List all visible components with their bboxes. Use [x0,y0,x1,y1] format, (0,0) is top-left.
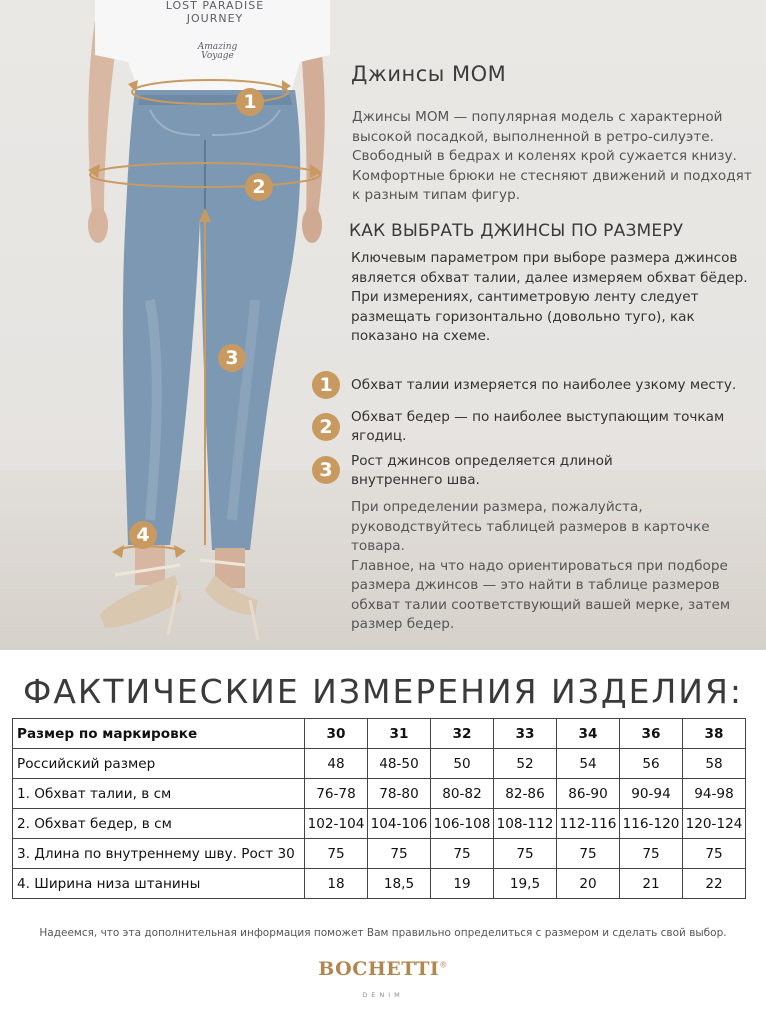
table-cell: 52 [494,749,557,779]
table-cell: 108-112 [494,809,557,839]
table-cell: 75 [494,839,557,869]
table-cell: 54 [557,749,620,779]
table-cell: 104-106 [368,809,431,839]
row-label: 4. Ширина низа штанины [13,869,305,899]
table-cell: 19 [431,869,494,899]
table-cell: 75 [620,839,683,869]
table-row [13,779,746,809]
table-header-cell: 31 [368,719,431,749]
tshirt-print-script: Amazing Voyage [197,42,238,61]
table-cell: 80-82 [431,779,494,809]
table-header-cell: 36 [620,719,683,749]
table-cell: 50 [431,749,494,779]
footer-note: Надеемся, что эта дополнительная информация поможет Вам правильно определиться с размером и сделать свой выбор. [39,927,727,939]
row-label: Российский размер [13,749,305,779]
table-cell: 75 [305,839,368,869]
marker-inseam: 3 [218,344,246,372]
table-header-row [13,719,746,749]
tshirt-print-line2: JOURNEY [186,12,244,25]
row-label: 3. Длина по внутреннему шву. Рост 30 [13,839,305,869]
table-cell: 90-94 [620,779,683,809]
table-cell: 120-124 [683,809,746,839]
guide-intro [351,249,751,347]
table-cell: 56 [620,749,683,779]
table-cell: 58 [683,749,746,779]
table-header-cell: 33 [494,719,557,749]
brand-name: BOCHETTI [318,958,440,980]
table-cell: 20 [557,869,620,899]
table-cell: 75 [431,839,494,869]
measurements-heading: ФАКТИЧЕСКИЕ ИЗМЕРЕНИЯ ИЗДЕЛИЯ: [22,672,744,711]
step-2-badge: 2 [312,413,340,441]
table-cell: 21 [620,869,683,899]
brand-logo [0,958,766,980]
guide-note-1: При определении размера, пожалуйста, руководствуйтесь таблицей размеров в карточке товара. [351,499,710,554]
marker-hips: 2 [245,173,273,201]
table-cell: 86-90 [557,779,620,809]
table-cell: 82-86 [494,779,557,809]
table-cell: 106-108 [431,809,494,839]
table-cell: 18,5 [368,869,431,899]
table-cell: 102-104 [305,809,368,839]
marker-hem: 4 [129,521,157,549]
size-table [12,718,746,899]
table-row [13,749,746,779]
step-1-text: Обхват талии измеряется по наиболее узкому месту. [351,377,737,393]
step-2-text: Обхват бедер — по наиболее выступающим точкам ягодиц. [351,409,725,444]
row-label: 1. Обхват талии, в см [13,779,305,809]
table-header-label: Размер по маркировке [13,719,305,749]
table-header-cell: 38 [683,719,746,749]
table-cell: 78-80 [368,779,431,809]
guide-note [351,498,756,635]
table-cell: 19,5 [494,869,557,899]
registered-mark: ® [439,960,448,970]
table-cell: 75 [683,839,746,869]
table-header-cell: 32 [431,719,494,749]
row-label: 2. Обхват бедер, в см [13,809,305,839]
table-cell: 48-50 [368,749,431,779]
guide-heading: КАК ВЫБРАТЬ ДЖИНСЫ ПО РАЗМЕРУ [349,221,684,241]
table-cell: 112-116 [557,809,620,839]
tshirt-print-line1: LOST PARADISE [165,0,265,12]
table-header-cell: 34 [557,719,620,749]
table-cell: 76-78 [305,779,368,809]
table-cell: 18 [305,869,368,899]
table-row [13,839,746,869]
step-3-badge: 3 [312,456,340,484]
brand-subtitle: DENIM [362,991,404,999]
table-cell: 116-120 [620,809,683,839]
marker-waist: 1 [236,88,264,116]
table-row [13,809,746,839]
guide-intro-line1: Ключевым параметром при выборе размера джинсов является обхват талии, далее измеряем обхват бёдер. [351,250,748,286]
guide-intro-line2: При измерениях, сантиметровую ленту следует размещать горизонтально (довольно туго), как показано на схеме. [351,289,699,344]
step-3-text: Рост джинсов определяется длиной внутреннего шва. [351,453,613,488]
table-cell: 75 [557,839,620,869]
table-row [13,869,746,899]
table-cell: 94-98 [683,779,746,809]
product-description: Джинсы MOM — популярная модель с характерной высокой посадкой, выполненной в ретро-силуэте. Свободный в бедрах и коленях крой сужается книзу. Комфортные брюки не стесняют движений и подходят к разным типам фигур. [352,109,752,203]
product-title: Джинсы MOM [351,62,507,86]
guide-note-2: Главное, на что надо ориентироваться при подборе размера джинсов — это найти в таблице размеров обхват талии соответствующий вашей мерке, затем размер бедер. [351,557,731,632]
table-cell: 22 [683,869,746,899]
step-1-badge: 1 [312,371,340,399]
table-header-cell: 30 [305,719,368,749]
table-cell: 48 [305,749,368,779]
table-cell: 75 [368,839,431,869]
